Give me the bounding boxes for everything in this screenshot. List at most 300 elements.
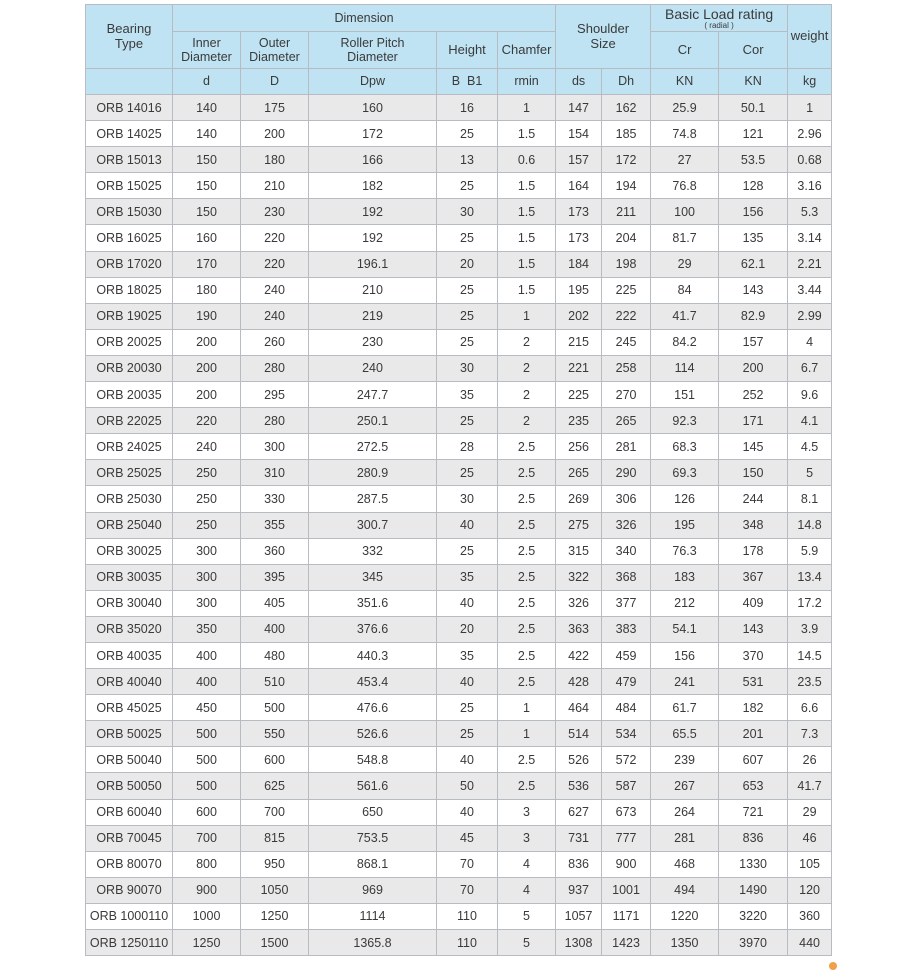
cell-shoulder-dh: 572: [602, 747, 651, 773]
table-row: [86, 695, 832, 721]
cell-load-cr: 69.3: [651, 460, 719, 486]
cell-outer-diameter: 220: [241, 251, 309, 277]
cell-shoulder-dh: 306: [602, 486, 651, 512]
cell-shoulder-dh: 211: [602, 199, 651, 225]
cell-shoulder-dh: 326: [602, 512, 651, 538]
header-cr: Cr: [651, 32, 719, 69]
cell-height: 25: [437, 408, 498, 434]
cell-shoulder-ds: 256: [556, 434, 602, 460]
cell-weight: 4.1: [788, 408, 832, 434]
cell-shoulder-dh: 377: [602, 590, 651, 616]
cell-inner-diameter: 170: [173, 251, 241, 277]
cell-shoulder-ds: 363: [556, 616, 602, 642]
cell-chamfer: 4: [498, 851, 556, 877]
cell-bearing-type: ORB 25030: [86, 486, 173, 512]
table-row: [86, 747, 832, 773]
cell-load-cor: 178: [719, 538, 788, 564]
cell-load-cr: 76.8: [651, 173, 719, 199]
cell-shoulder-ds: 225: [556, 382, 602, 408]
cell-weight: 2.21: [788, 251, 832, 277]
cell-load-cr: 41.7: [651, 303, 719, 329]
cell-load-cr: 114: [651, 355, 719, 381]
cell-outer-diameter: 405: [241, 590, 309, 616]
cell-outer-diameter: 510: [241, 669, 309, 695]
cell-shoulder-dh: 172: [602, 147, 651, 173]
cell-bearing-type: ORB 20035: [86, 382, 173, 408]
cell-shoulder-ds: 514: [556, 721, 602, 747]
table-body: [86, 95, 832, 956]
cell-outer-diameter: 815: [241, 825, 309, 851]
cell-load-cor: 1490: [719, 877, 788, 903]
cell-roller-pitch-diameter: 440.3: [309, 642, 437, 668]
header-shoulder-size: Shoulder Size: [556, 5, 651, 69]
cell-outer-diameter: 210: [241, 173, 309, 199]
table-row: [86, 616, 832, 642]
cell-height: 40: [437, 590, 498, 616]
cell-shoulder-dh: 245: [602, 329, 651, 355]
cell-weight: 3.16: [788, 173, 832, 199]
cell-roller-pitch-diameter: 230: [309, 329, 437, 355]
cell-outer-diameter: 500: [241, 695, 309, 721]
cell-load-cor: 156: [719, 199, 788, 225]
cell-load-cr: 92.3: [651, 408, 719, 434]
cell-load-cor: 721: [719, 799, 788, 825]
cell-shoulder-dh: 281: [602, 434, 651, 460]
cell-load-cr: 468: [651, 851, 719, 877]
cell-inner-diameter: 300: [173, 564, 241, 590]
cell-shoulder-ds: 265: [556, 460, 602, 486]
cell-load-cor: 143: [719, 616, 788, 642]
cell-height: 50: [437, 773, 498, 799]
cell-roller-pitch-diameter: 182: [309, 173, 437, 199]
cell-shoulder-ds: 215: [556, 329, 602, 355]
cell-shoulder-ds: 173: [556, 225, 602, 251]
basic-load-rating-label: Basic Load rating: [664, 5, 774, 22]
cell-shoulder-dh: 459: [602, 642, 651, 668]
cell-outer-diameter: 240: [241, 303, 309, 329]
cell-height: 35: [437, 642, 498, 668]
cell-height: 110: [437, 930, 498, 956]
cell-weight: 2.96: [788, 121, 832, 147]
cell-shoulder-ds: 731: [556, 825, 602, 851]
cell-bearing-type: ORB 19025: [86, 303, 173, 329]
cell-height: 70: [437, 851, 498, 877]
cell-outer-diameter: 400: [241, 616, 309, 642]
cell-chamfer: 5: [498, 930, 556, 956]
cell-chamfer: 1.5: [498, 277, 556, 303]
cell-bearing-type: ORB 22025: [86, 408, 173, 434]
cell-weight: 9.6: [788, 382, 832, 408]
header-symbol-dpw: Dpw: [309, 69, 437, 95]
cell-load-cor: 50.1: [719, 95, 788, 121]
cell-load-cr: 212: [651, 590, 719, 616]
cell-height: 35: [437, 564, 498, 590]
cell-load-cor: 128: [719, 173, 788, 199]
cell-bearing-type: ORB 15013: [86, 147, 173, 173]
header-outer-diameter: Outer Diameter: [241, 32, 309, 69]
header-symbol-rmin: rmin: [498, 69, 556, 95]
cell-weight: 440: [788, 930, 832, 956]
cell-height: 70: [437, 877, 498, 903]
cell-load-cr: 1220: [651, 903, 719, 929]
cell-inner-diameter: 1250: [173, 930, 241, 956]
cell-shoulder-ds: 322: [556, 564, 602, 590]
cell-load-cor: 3970: [719, 930, 788, 956]
cell-shoulder-dh: 368: [602, 564, 651, 590]
cell-shoulder-ds: 836: [556, 851, 602, 877]
table-row: [86, 721, 832, 747]
header-inner-diameter: Inner Diameter: [173, 32, 241, 69]
cell-load-cr: 151: [651, 382, 719, 408]
cell-bearing-type: ORB 17020: [86, 251, 173, 277]
cell-weight: 13.4: [788, 564, 832, 590]
cell-inner-diameter: 140: [173, 95, 241, 121]
cell-roller-pitch-diameter: 247.7: [309, 382, 437, 408]
cell-shoulder-ds: 275: [556, 512, 602, 538]
cell-roller-pitch-diameter: 561.6: [309, 773, 437, 799]
cell-shoulder-ds: 326: [556, 590, 602, 616]
cell-load-cor: 143: [719, 277, 788, 303]
cell-chamfer: 2.5: [498, 669, 556, 695]
cell-height: 25: [437, 538, 498, 564]
cell-bearing-type: ORB 30040: [86, 590, 173, 616]
cell-bearing-type: ORB 30025: [86, 538, 173, 564]
cell-load-cor: 3220: [719, 903, 788, 929]
cell-bearing-type: ORB 50050: [86, 773, 173, 799]
table-row: [86, 538, 832, 564]
cell-load-cor: 244: [719, 486, 788, 512]
cell-load-cor: 145: [719, 434, 788, 460]
cell-chamfer: 5: [498, 903, 556, 929]
cell-roller-pitch-diameter: 172: [309, 121, 437, 147]
cell-roller-pitch-diameter: 210: [309, 277, 437, 303]
cell-weight: 7.3: [788, 721, 832, 747]
cell-load-cr: 1350: [651, 930, 719, 956]
cell-load-cor: 409: [719, 590, 788, 616]
cell-shoulder-dh: 673: [602, 799, 651, 825]
cell-outer-diameter: 700: [241, 799, 309, 825]
cell-chamfer: 1.5: [498, 121, 556, 147]
table-row: [86, 486, 832, 512]
cell-shoulder-ds: 536: [556, 773, 602, 799]
table-row: [86, 173, 832, 199]
cell-height: 28: [437, 434, 498, 460]
cell-roller-pitch-diameter: 650: [309, 799, 437, 825]
cell-outer-diameter: 200: [241, 121, 309, 147]
cell-load-cor: 82.9: [719, 303, 788, 329]
header-empty-cell: [86, 69, 173, 95]
cell-inner-diameter: 450: [173, 695, 241, 721]
cell-chamfer: 1: [498, 95, 556, 121]
cell-weight: 5.3: [788, 199, 832, 225]
cell-roller-pitch-diameter: 287.5: [309, 486, 437, 512]
cell-load-cor: 201: [719, 721, 788, 747]
cell-inner-diameter: 200: [173, 355, 241, 381]
cell-load-cor: 200: [719, 355, 788, 381]
cell-bearing-type: ORB 15025: [86, 173, 173, 199]
cell-shoulder-ds: 428: [556, 669, 602, 695]
cell-inner-diameter: 400: [173, 669, 241, 695]
cell-roller-pitch-diameter: 219: [309, 303, 437, 329]
cell-height: 35: [437, 382, 498, 408]
header-symbol-dh: Dh: [602, 69, 651, 95]
cell-roller-pitch-diameter: 272.5: [309, 434, 437, 460]
cell-chamfer: 2: [498, 408, 556, 434]
cell-load-cr: 54.1: [651, 616, 719, 642]
cell-weight: 0.68: [788, 147, 832, 173]
cell-load-cr: 281: [651, 825, 719, 851]
cell-bearing-type: ORB 16025: [86, 225, 173, 251]
table-row: [86, 877, 832, 903]
cell-load-cr: 183: [651, 564, 719, 590]
cell-chamfer: 2: [498, 382, 556, 408]
cell-weight: 29: [788, 799, 832, 825]
cell-roller-pitch-diameter: 166: [309, 147, 437, 173]
cell-outer-diameter: 1050: [241, 877, 309, 903]
cell-outer-diameter: 625: [241, 773, 309, 799]
cell-load-cr: 65.5: [651, 721, 719, 747]
cell-outer-diameter: 260: [241, 329, 309, 355]
cell-chamfer: 3: [498, 799, 556, 825]
header-symbol-b: B B1: [437, 69, 498, 95]
cell-roller-pitch-diameter: 1114: [309, 903, 437, 929]
cell-shoulder-ds: 173: [556, 199, 602, 225]
cell-inner-diameter: 250: [173, 460, 241, 486]
cell-load-cr: 84: [651, 277, 719, 303]
cell-load-cor: 367: [719, 564, 788, 590]
header-chamfer: Chamfer: [498, 32, 556, 69]
cell-height: 13: [437, 147, 498, 173]
cell-bearing-type: ORB 40035: [86, 642, 173, 668]
cell-roller-pitch-diameter: 351.6: [309, 590, 437, 616]
cell-weight: 5: [788, 460, 832, 486]
cell-roller-pitch-diameter: 548.8: [309, 747, 437, 773]
table-row: [86, 434, 832, 460]
cell-load-cr: 81.7: [651, 225, 719, 251]
cell-chamfer: 2.5: [498, 590, 556, 616]
cell-height: 40: [437, 512, 498, 538]
cell-outer-diameter: 310: [241, 460, 309, 486]
cell-shoulder-dh: 185: [602, 121, 651, 147]
cell-load-cr: 25.9: [651, 95, 719, 121]
cell-roller-pitch-diameter: 332: [309, 538, 437, 564]
cell-bearing-type: ORB 14016: [86, 95, 173, 121]
cell-shoulder-dh: 290: [602, 460, 651, 486]
cell-outer-diameter: 220: [241, 225, 309, 251]
cell-chamfer: 2.5: [498, 747, 556, 773]
cell-inner-diameter: 500: [173, 747, 241, 773]
cell-shoulder-ds: 269: [556, 486, 602, 512]
cell-roller-pitch-diameter: 300.7: [309, 512, 437, 538]
cell-chamfer: 2: [498, 329, 556, 355]
cell-load-cor: 150: [719, 460, 788, 486]
table-row: [86, 225, 832, 251]
cell-load-cr: 100: [651, 199, 719, 225]
cell-load-cr: 68.3: [651, 434, 719, 460]
cell-height: 40: [437, 747, 498, 773]
cell-inner-diameter: 150: [173, 147, 241, 173]
cell-shoulder-dh: 587: [602, 773, 651, 799]
cell-shoulder-dh: 265: [602, 408, 651, 434]
cell-roller-pitch-diameter: 376.6: [309, 616, 437, 642]
cell-chamfer: 2.5: [498, 512, 556, 538]
cell-load-cor: 121: [719, 121, 788, 147]
cell-load-cor: 53.5: [719, 147, 788, 173]
cell-inner-diameter: 200: [173, 382, 241, 408]
cell-outer-diameter: 330: [241, 486, 309, 512]
cell-shoulder-ds: 235: [556, 408, 602, 434]
cell-height: 25: [437, 721, 498, 747]
cell-shoulder-ds: 184: [556, 251, 602, 277]
cell-chamfer: 2.5: [498, 460, 556, 486]
cell-inner-diameter: 900: [173, 877, 241, 903]
cell-inner-diameter: 700: [173, 825, 241, 851]
cell-inner-diameter: 500: [173, 773, 241, 799]
header-bearing-type: Bearing Type: [86, 5, 173, 69]
cell-inner-diameter: 300: [173, 590, 241, 616]
cell-weight: 105: [788, 851, 832, 877]
cell-shoulder-ds: 164: [556, 173, 602, 199]
cell-height: 40: [437, 669, 498, 695]
cell-load-cr: 29: [651, 251, 719, 277]
cell-roller-pitch-diameter: 240: [309, 355, 437, 381]
cell-shoulder-ds: 147: [556, 95, 602, 121]
cell-inner-diameter: 140: [173, 121, 241, 147]
cell-bearing-type: ORB 20030: [86, 355, 173, 381]
cell-height: 25: [437, 277, 498, 303]
header-weight: weight: [788, 5, 832, 69]
orange-dot: [829, 962, 837, 970]
table-row: [86, 121, 832, 147]
cell-weight: 14.5: [788, 642, 832, 668]
cell-inner-diameter: 500: [173, 721, 241, 747]
cell-height: 25: [437, 173, 498, 199]
cell-load-cor: 607: [719, 747, 788, 773]
table-row: [86, 460, 832, 486]
table-row: [86, 564, 832, 590]
table-row: [86, 382, 832, 408]
cell-load-cor: 1330: [719, 851, 788, 877]
cell-shoulder-ds: 937: [556, 877, 602, 903]
cell-load-cr: 61.7: [651, 695, 719, 721]
cell-shoulder-ds: 315: [556, 538, 602, 564]
cell-bearing-type: ORB 24025: [86, 434, 173, 460]
cell-outer-diameter: 240: [241, 277, 309, 303]
cell-weight: 4.5: [788, 434, 832, 460]
cell-height: 30: [437, 355, 498, 381]
table-row: [86, 903, 832, 929]
cell-shoulder-ds: 157: [556, 147, 602, 173]
header-roller-pitch-diameter: Roller Pitch Diameter: [309, 32, 437, 69]
cell-shoulder-dh: 1171: [602, 903, 651, 929]
cell-shoulder-ds: 422: [556, 642, 602, 668]
cell-shoulder-dh: 1001: [602, 877, 651, 903]
cell-weight: 17.2: [788, 590, 832, 616]
cell-height: 45: [437, 825, 498, 851]
cell-bearing-type: ORB 1250110: [86, 930, 173, 956]
cell-shoulder-ds: 195: [556, 277, 602, 303]
table-row: [86, 669, 832, 695]
cell-chamfer: 1.5: [498, 225, 556, 251]
table-row: [86, 329, 832, 355]
cell-bearing-type: ORB 18025: [86, 277, 173, 303]
cell-inner-diameter: 220: [173, 408, 241, 434]
cell-chamfer: 2.5: [498, 564, 556, 590]
cell-load-cr: 267: [651, 773, 719, 799]
cell-roller-pitch-diameter: 453.4: [309, 669, 437, 695]
cell-roller-pitch-diameter: 160: [309, 95, 437, 121]
cell-load-cr: 74.8: [651, 121, 719, 147]
cell-chamfer: 2.5: [498, 616, 556, 642]
cell-shoulder-ds: 1308: [556, 930, 602, 956]
cell-inner-diameter: 250: [173, 512, 241, 538]
cell-shoulder-dh: 479: [602, 669, 651, 695]
cell-load-cr: 239: [651, 747, 719, 773]
cell-weight: 6.6: [788, 695, 832, 721]
cell-roller-pitch-diameter: 753.5: [309, 825, 437, 851]
cell-height: 25: [437, 695, 498, 721]
cell-load-cor: 182: [719, 695, 788, 721]
cell-chamfer: 1.5: [498, 199, 556, 225]
cell-outer-diameter: 180: [241, 147, 309, 173]
cell-inner-diameter: 600: [173, 799, 241, 825]
cell-bearing-type: ORB 30035: [86, 564, 173, 590]
cell-outer-diameter: 950: [241, 851, 309, 877]
cell-shoulder-ds: 221: [556, 355, 602, 381]
cell-shoulder-dh: 777: [602, 825, 651, 851]
cell-outer-diameter: 175: [241, 95, 309, 121]
cell-roller-pitch-diameter: 192: [309, 225, 437, 251]
cell-height: 25: [437, 329, 498, 355]
cell-outer-diameter: 280: [241, 408, 309, 434]
cell-shoulder-dh: 258: [602, 355, 651, 381]
cell-roller-pitch-diameter: 476.6: [309, 695, 437, 721]
header-cor: Cor: [719, 32, 788, 69]
cell-height: 40: [437, 799, 498, 825]
cell-bearing-type: ORB 70045: [86, 825, 173, 851]
cell-shoulder-dh: 222: [602, 303, 651, 329]
cell-chamfer: 4: [498, 877, 556, 903]
cell-shoulder-ds: 464: [556, 695, 602, 721]
basic-load-radial-label: ( radial ): [704, 20, 734, 30]
cell-shoulder-dh: 225: [602, 277, 651, 303]
table-row: [86, 642, 832, 668]
cell-load-cr: 241: [651, 669, 719, 695]
cell-outer-diameter: 300: [241, 434, 309, 460]
cell-chamfer: 1: [498, 695, 556, 721]
cell-bearing-type: ORB 25040: [86, 512, 173, 538]
cell-shoulder-dh: 204: [602, 225, 651, 251]
bearing-spec-table: [85, 4, 832, 956]
header-basic-load-rating: [651, 5, 788, 32]
header-symbol-d: d: [173, 69, 241, 95]
cell-bearing-type: ORB 45025: [86, 695, 173, 721]
table-row: [86, 251, 832, 277]
cell-load-cr: 126: [651, 486, 719, 512]
cell-load-cor: 62.1: [719, 251, 788, 277]
cell-chamfer: 0.6: [498, 147, 556, 173]
cell-chamfer: 2.5: [498, 434, 556, 460]
cell-shoulder-ds: 526: [556, 747, 602, 773]
cell-outer-diameter: 360: [241, 538, 309, 564]
cell-inner-diameter: 300: [173, 538, 241, 564]
table-row: [86, 408, 832, 434]
header-unit-cor: KN: [719, 69, 788, 95]
cell-height: 20: [437, 616, 498, 642]
cell-inner-diameter: 800: [173, 851, 241, 877]
cell-outer-diameter: 230: [241, 199, 309, 225]
cell-inner-diameter: 150: [173, 173, 241, 199]
